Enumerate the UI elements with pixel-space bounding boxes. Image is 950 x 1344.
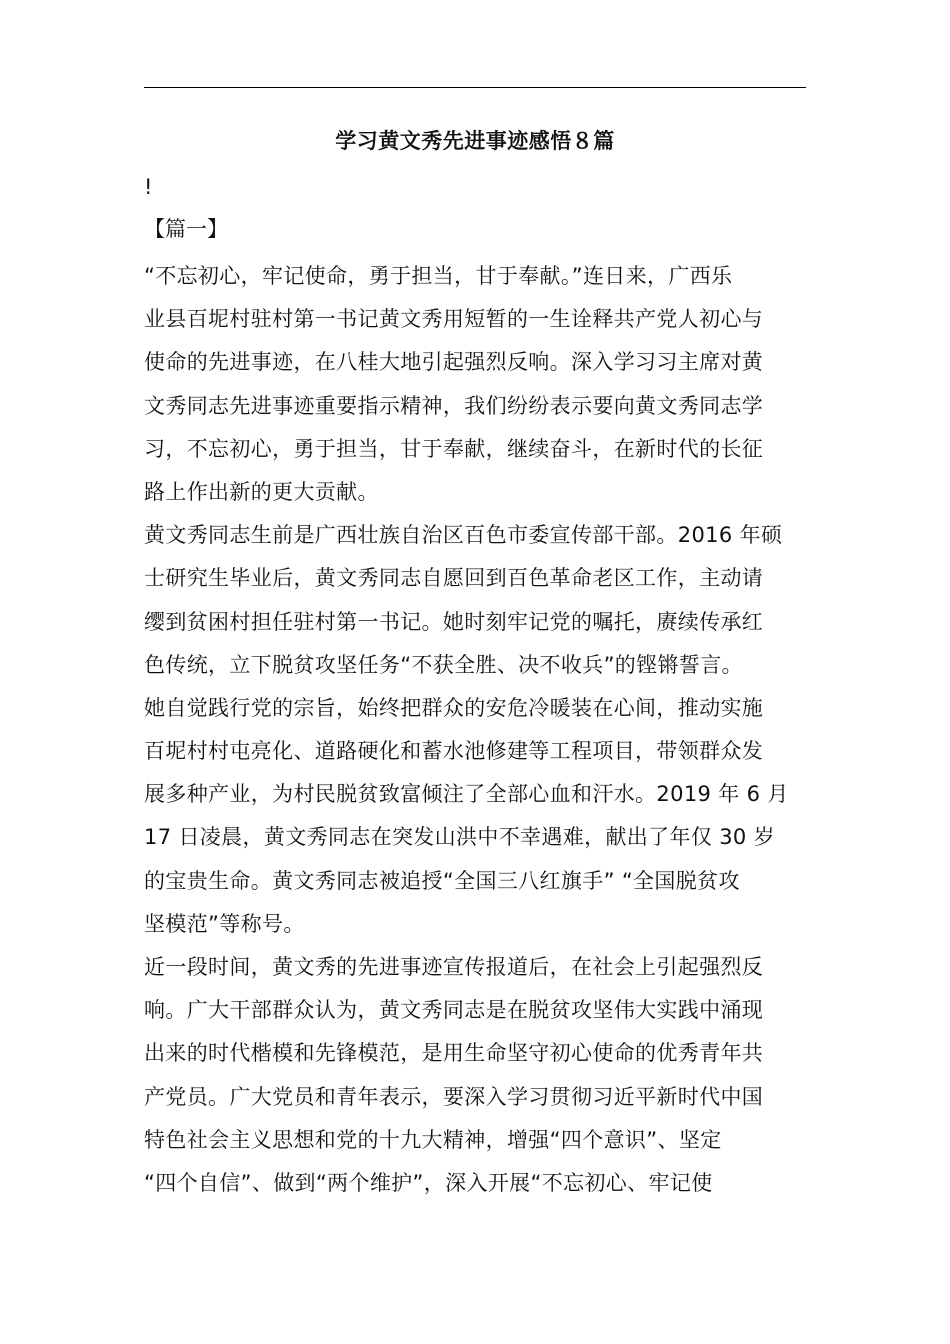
text-line: “不忘初心，牢记使命，勇于担当，甘于奉献。”连日来，广西乐 (144, 264, 733, 288)
text-line: 出来的时代楷模和先锋模范，是用生命坚守初心使命的优秀青年共 (144, 1041, 764, 1066)
text-line: 17 日凌晨，黄文秀同志在突发山洪中不幸遇难，献出了年仅 30 岁 (144, 825, 776, 850)
text-line: 的宝贵生命。黄文秀同志被追授“全国三八红旗手” “全国脱贫攻 (144, 868, 740, 893)
text-line: 业县百坭村驻村第一书记黄文秀用短暂的一生诠释共产党人初心与 (144, 307, 764, 332)
text-line: 士研究生毕业后，黄文秀同志自愿回到百色革命老区工作，主动请 (144, 566, 764, 591)
text-line: 坚模范”等称号。 (144, 911, 305, 936)
text-line: 黄文秀同志生前是广西壮族自治区百色市委宣传部干部。2016 年硕 (144, 523, 783, 548)
header-rule (144, 87, 806, 88)
text-line: 习，不忘初心，勇于担当，甘于奉献，继续奋斗，在新时代的长征 (144, 436, 764, 461)
text-line: 特色社会主义思想和党的十九大精神，增强“四个意识”、坚定 (144, 1127, 722, 1152)
text-line: 产党员。广大党员和青年表示，要深入学习贯彻习近平新时代中国 (144, 1084, 764, 1109)
text-line: 使命的先进事迹，在八桂大地引起强烈反响。深入学习习主席对黄 (144, 350, 764, 375)
exclamation-mark: ! (144, 175, 153, 199)
section-heading: 【篇一】 (144, 217, 228, 241)
text-line: “四个自信”、做到“两个维护”，深入开展“不忘初心、牢记使 (144, 1170, 713, 1195)
text-line: 色传统，立下脱贫攻坚任务“不获全胜、决不收兵”的铿锵誓言。 (144, 652, 743, 677)
text-line: 她自觉践行党的宗旨，始终把群众的安危冷暖装在心间，推动实施 (144, 695, 764, 720)
text-line: 百坭村村屯亮化、道路硬化和蓄水池修建等工程项目，带领群众发 (144, 739, 764, 764)
text-line: 缨到贫困村担任驻村第一书记。她时刻牢记党的嘱托，赓续传承红 (144, 609, 764, 634)
text-line: 文秀同志先进事迹重要指示精神，我们纷纷表示要向黄文秀同志学 (144, 393, 764, 418)
text-line: 近一段时间，黄文秀的先进事迹宣传报道后，在社会上引起强烈反 (144, 955, 764, 979)
document-title: 学习黄文秀先进事迹感悟８篇 (335, 129, 615, 153)
text-line: 响。广大干部群众认为，黄文秀同志是在脱贫攻坚伟大实践中涌现 (144, 998, 764, 1023)
text-line: 路上作出新的更大贡献。 (144, 479, 379, 504)
text-line: 展多种产业，为村民脱贫致富倾注了全部心血和汗水。2019 年 6 月 (144, 782, 789, 807)
body-text (144, 255, 812, 1205)
